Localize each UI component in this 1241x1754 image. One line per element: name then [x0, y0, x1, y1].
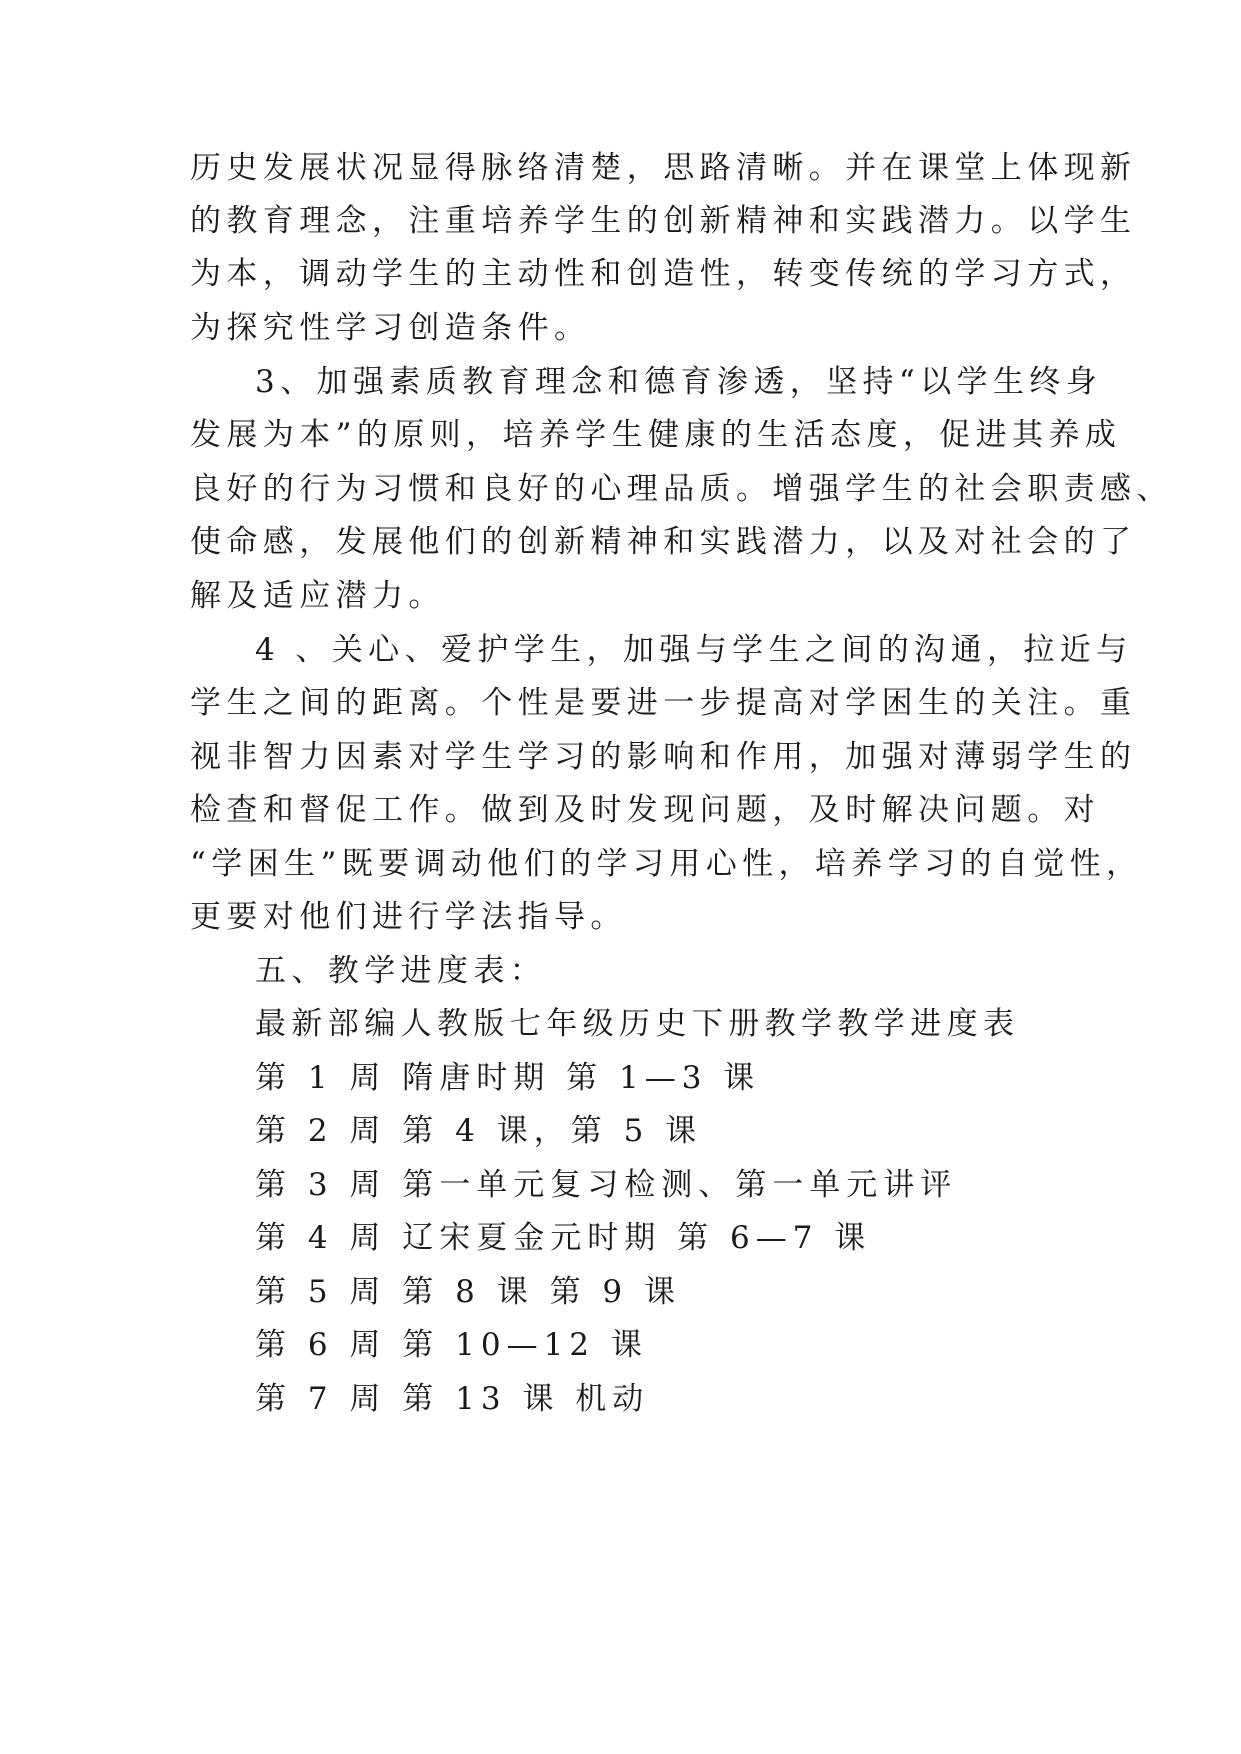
body-line: 更要对他们进行学法指导。: [190, 899, 627, 935]
body-line: 解及适应潜力。: [190, 578, 445, 614]
schedule-row: 第 7 周 第 13 课 机动: [255, 1381, 650, 1417]
body-line: 发展为本”的原则，培养学生健康的生活态度，促进其养成: [190, 417, 1122, 453]
body-line: 检查和督促工作。做到及时发现问题，及时解决问题。对: [190, 792, 1100, 828]
body-line: 为探究性学习创造条件。: [190, 310, 591, 346]
schedule-row: 第 5 周 第 8 课 第 9 课: [255, 1274, 682, 1310]
body-line: 使命感，发展他们的创新精神和实践潜力，以及对社会的了: [190, 524, 1137, 560]
body-line: 的教育理念，注重培养学生的创新精神和实践潜力。以学生: [190, 203, 1137, 239]
schedule-row: 第 2 周 第 4 课，第 5 课: [255, 1113, 703, 1149]
schedule-title: 最新部编人教版七年级历史下册教学教学进度表: [255, 1006, 1020, 1042]
paragraph-4-start: 4 、关心、爱护学生，加强与学生之间的沟通，拉近与: [255, 632, 1133, 668]
body-line: 良好的行为习惯和良好的心理品质。增强学生的社会职责感、: [190, 471, 1173, 507]
body-line: “学困生”既要调动他们的学习用心性，培养学习的自觉性，: [190, 846, 1143, 882]
body-line: 为本，调动学生的主动性和创造性，转变传统的学习方式，: [190, 256, 1137, 292]
paragraph-3-start: 3、加强素质教育理念和德育渗透，坚持“以学生终身: [255, 364, 1103, 400]
section-heading: 五、教学进度表：: [255, 953, 547, 989]
body-line: 学生之间的距离。个性是要进一步提高对学困生的关注。重: [190, 685, 1137, 721]
schedule-row: 第 6 周 第 10—12 课: [255, 1327, 648, 1363]
schedule-row: 第 3 周 第一单元复习检测、第一单元讲评: [255, 1167, 958, 1203]
body-line: 视非智力因素对学生学习的影响和作用，加强对薄弱学生的: [190, 739, 1137, 775]
schedule-row: 第 4 周 辽宋夏金元时期 第 6—7 课: [255, 1220, 872, 1256]
body-line: 历史发展状况显得脉络清楚，思路清晰。并在课堂上体现新: [190, 150, 1137, 186]
schedule-row: 第 1 周 隋唐时期 第 1—3 课: [255, 1060, 761, 1096]
